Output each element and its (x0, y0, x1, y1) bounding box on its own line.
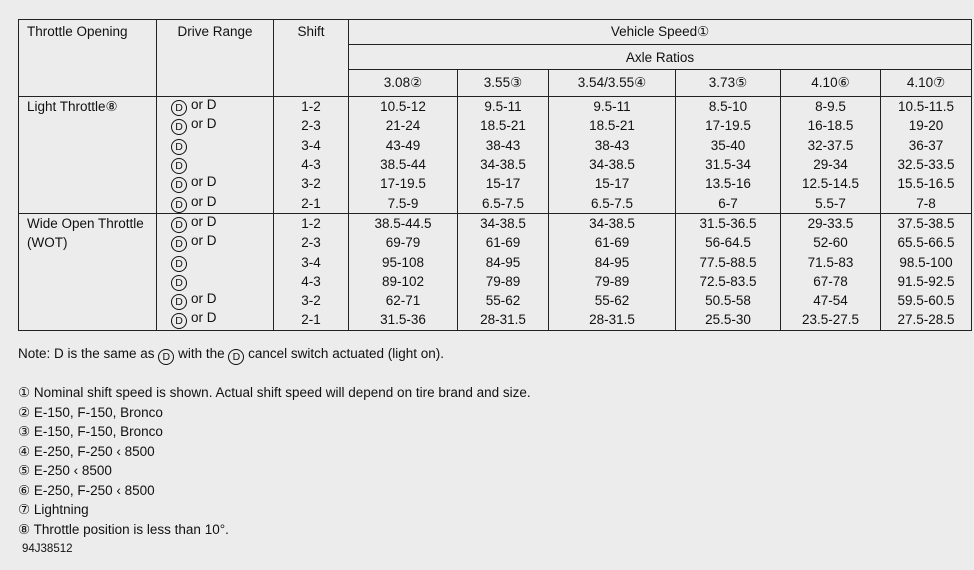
throttle-label-cell (19, 174, 157, 193)
drive-range-cell (157, 291, 274, 310)
note (18, 346, 444, 365)
speed-cell: 52-60 (781, 233, 881, 252)
speed-cell: 79-89 (458, 272, 549, 291)
speed-cell: 29-33.5 (781, 213, 881, 233)
speed-cell: 89-102 (349, 272, 458, 291)
speed-cell: 71.5-83 (781, 252, 881, 271)
header-axle-ratios: Axle Ratios (349, 45, 972, 70)
speed-cell: 34-38.5 (458, 213, 549, 233)
table-row (19, 116, 972, 135)
shift-cell: 4-3 (274, 155, 349, 174)
drive-range-suffix: or D (191, 310, 217, 326)
drive-range-suffix: or D (191, 116, 217, 132)
table-row (19, 136, 972, 155)
throttle-label-cell (19, 291, 157, 310)
speed-cell: 34-38.5 (549, 213, 676, 233)
throttle-label-cell (19, 136, 157, 155)
circled-d-icon: D (171, 139, 187, 155)
throttle-label: (WOT) (27, 235, 68, 251)
circled-d-icon: D (171, 158, 187, 174)
speed-cell: 15.5-16.5 (881, 174, 972, 193)
speed-cell: 91.5-92.5 (881, 272, 972, 291)
drive-range-suffix: or D (191, 213, 217, 229)
circled-d-icon: D (171, 256, 187, 272)
speed-cell: 6-7 (676, 193, 781, 213)
circled-d-icon: D (171, 177, 187, 193)
speed-cell: 62-71 (349, 291, 458, 310)
drive-range-cell (157, 252, 274, 271)
shift-cell: 3-4 (274, 136, 349, 155)
speed-cell: 8.5-10 (676, 97, 781, 117)
axle-ratio-header: 4.10⑥ (781, 70, 881, 97)
circled-d-icon: D (171, 119, 187, 135)
speed-cell: 9.5-11 (458, 97, 549, 117)
throttle-label-cell (19, 272, 157, 291)
speed-cell: 77.5-88.5 (676, 252, 781, 271)
axle-ratio-header: 3.55③ (458, 70, 549, 97)
drive-range-suffix: or D (191, 291, 217, 307)
table-row (19, 291, 972, 310)
circled-d-icon: D (171, 217, 187, 233)
speed-cell: 36-37 (881, 136, 972, 155)
circled-d-icon: D (171, 275, 187, 291)
speed-cell: 67-78 (781, 272, 881, 291)
footnote: ① Nominal shift speed is shown. Actual shift speed will depend on tire brand and size. (18, 385, 531, 400)
drive-range-suffix: or D (191, 233, 217, 249)
throttle-label-cell (19, 97, 157, 117)
circled-d-icon: D (171, 313, 187, 329)
speed-cell: 47-54 (781, 291, 881, 310)
circled-d-icon: D (171, 100, 187, 116)
speed-cell: 23.5-27.5 (781, 310, 881, 330)
shift-cell: 1-2 (274, 97, 349, 117)
table-row (19, 97, 972, 117)
speed-cell: 95-108 (349, 252, 458, 271)
footnote: ⑥ E-250, F-250 ‹ 8500 (18, 482, 155, 498)
shift-cell: 2-1 (274, 193, 349, 213)
throttle-label: Light Throttle⑧ (27, 98, 118, 114)
speed-cell: 84-95 (458, 252, 549, 271)
axle-ratio-header: 3.08② (349, 70, 458, 97)
speed-cell: 32-37.5 (781, 136, 881, 155)
circled-d-icon: D (171, 197, 187, 213)
circled-d-icon: D (171, 294, 187, 310)
speed-cell: 28-31.5 (458, 310, 549, 330)
shift-cell: 2-3 (274, 116, 349, 135)
axle-ratio-header: 4.10⑦ (881, 70, 972, 97)
footnote: ⑧ Throttle position is less than 10°. (18, 521, 229, 537)
speed-cell: 35-40 (676, 136, 781, 155)
speed-cell: 32.5-33.5 (881, 155, 972, 174)
speed-cell: 55-62 (458, 291, 549, 310)
drive-range-cell (157, 136, 274, 155)
speed-cell: 38-43 (549, 136, 676, 155)
drive-range-cell (157, 213, 274, 233)
drive-range-cell (157, 174, 274, 193)
shift-speed-table (18, 19, 972, 331)
throttle-label-cell (19, 310, 157, 330)
footnote: ⑦ Lightning (18, 502, 89, 517)
footnote: ② E-150, F-150, Bronco (18, 404, 163, 420)
speed-cell: 69-79 (349, 233, 458, 252)
speed-cell: 55-62 (549, 291, 676, 310)
table-row (19, 310, 972, 330)
drive-range-cell (157, 155, 274, 174)
speed-cell: 6.5-7.5 (549, 193, 676, 213)
drive-range-cell (157, 233, 274, 252)
speed-cell: 27.5-28.5 (881, 310, 972, 330)
speed-cell: 84-95 (549, 252, 676, 271)
speed-cell: 43-49 (349, 136, 458, 155)
speed-cell: 17-19.5 (676, 116, 781, 135)
drive-range-suffix: or D (191, 97, 217, 113)
speed-cell: 25.5-30 (676, 310, 781, 330)
footnotes (18, 383, 531, 539)
speed-cell: 8-9.5 (781, 97, 881, 117)
axle-ratio-header: 3.73⑤ (676, 70, 781, 97)
shift-cell: 3-2 (274, 291, 349, 310)
table-row (19, 155, 972, 174)
speed-cell: 98.5-100 (881, 252, 972, 271)
speed-cell: 21-24 (349, 116, 458, 135)
shift-cell: 1-2 (274, 213, 349, 233)
note-before: Note: D is the same as (18, 346, 155, 361)
speed-cell: 17-19.5 (349, 174, 458, 193)
footnote: ③ E-150, F-150, Bronco (18, 424, 163, 439)
throttle-label-cell (19, 252, 157, 271)
throttle-label-cell (19, 116, 157, 135)
speed-cell: 18.5-21 (458, 116, 549, 135)
speed-cell: 15-17 (549, 174, 676, 193)
speed-cell: 38.5-44.5 (349, 213, 458, 233)
note-after: cancel switch actuated (light on). (248, 346, 445, 361)
table-row (19, 193, 972, 213)
footnote: ④ E-250, F-250 ‹ 8500 (18, 443, 155, 459)
table-row (19, 252, 972, 271)
speed-cell: 15-17 (458, 174, 549, 193)
speed-cell: 6.5-7.5 (458, 193, 549, 213)
throttle-label-cell (19, 155, 157, 174)
speed-cell: 59.5-60.5 (881, 291, 972, 310)
drive-range-cell (157, 97, 274, 117)
drive-range-cell (157, 193, 274, 213)
speed-cell: 12.5-14.5 (781, 174, 881, 193)
speed-cell: 5.5-7 (781, 193, 881, 213)
speed-cell: 7.5-9 (349, 193, 458, 213)
speed-cell: 13.5-16 (676, 174, 781, 193)
speed-cell: 61-69 (549, 233, 676, 252)
speed-cell: 19-20 (881, 116, 972, 135)
speed-cell: 34-38.5 (458, 155, 549, 174)
speed-cell: 18.5-21 (549, 116, 676, 135)
table-row (19, 233, 972, 252)
table-row (19, 272, 972, 291)
throttle-label-cell (19, 213, 157, 233)
speed-cell: 28-31.5 (549, 310, 676, 330)
table-row (19, 213, 972, 233)
throttle-label-cell (19, 193, 157, 213)
speed-cell: 56-64.5 (676, 233, 781, 252)
throttle-label: Wide Open Throttle (27, 215, 144, 231)
header-throttle-opening: Throttle Opening (19, 20, 157, 97)
speed-cell: 38.5-44 (349, 155, 458, 174)
speed-cell: 79-89 (549, 272, 676, 291)
circled-d-icon: D (171, 236, 187, 252)
speed-cell: 72.5-83.5 (676, 272, 781, 291)
speed-cell: 31.5-34 (676, 155, 781, 174)
drive-range-cell (157, 272, 274, 291)
header-drive-range: Drive Range (157, 20, 274, 97)
shift-cell: 4-3 (274, 272, 349, 291)
speed-cell: 31.5-36.5 (676, 213, 781, 233)
table-row (19, 174, 972, 193)
note-middle: with the (178, 346, 225, 361)
speed-cell: 29-34 (781, 155, 881, 174)
speed-cell: 50.5-58 (676, 291, 781, 310)
speed-cell: 31.5-36 (349, 310, 458, 330)
speed-cell: 10.5-12 (349, 97, 458, 117)
speed-cell: 37.5-38.5 (881, 213, 972, 233)
figure-id: 94J38512 (22, 543, 73, 555)
footnote: ⑤ E-250 ‹ 8500 (18, 463, 112, 478)
speed-cell: 16-18.5 (781, 116, 881, 135)
speed-cell: 9.5-11 (549, 97, 676, 117)
speed-cell: 10.5-11.5 (881, 97, 972, 117)
shift-cell: 2-3 (274, 233, 349, 252)
header-vehicle-speed: Vehicle Speed① (349, 20, 972, 45)
speed-cell: 7-8 (881, 193, 972, 213)
drive-range-cell (157, 310, 274, 330)
shift-cell: 2-1 (274, 310, 349, 330)
shift-cell: 3-2 (274, 174, 349, 193)
drive-range-suffix: or D (191, 193, 217, 209)
speed-cell: 34-38.5 (549, 155, 676, 174)
throttle-label-cell (19, 233, 157, 252)
drive-range-suffix: or D (191, 174, 217, 190)
speed-cell: 38-43 (458, 136, 549, 155)
drive-range-cell (157, 116, 274, 135)
circled-d-icon: D (158, 349, 174, 365)
speed-cell: 61-69 (458, 233, 549, 252)
circled-d-icon: D (228, 349, 244, 365)
shift-cell: 3-4 (274, 252, 349, 271)
speed-cell: 65.5-66.5 (881, 233, 972, 252)
header-shift: Shift (274, 20, 349, 97)
axle-ratio-header: 3.54/3.55④ (549, 70, 676, 97)
